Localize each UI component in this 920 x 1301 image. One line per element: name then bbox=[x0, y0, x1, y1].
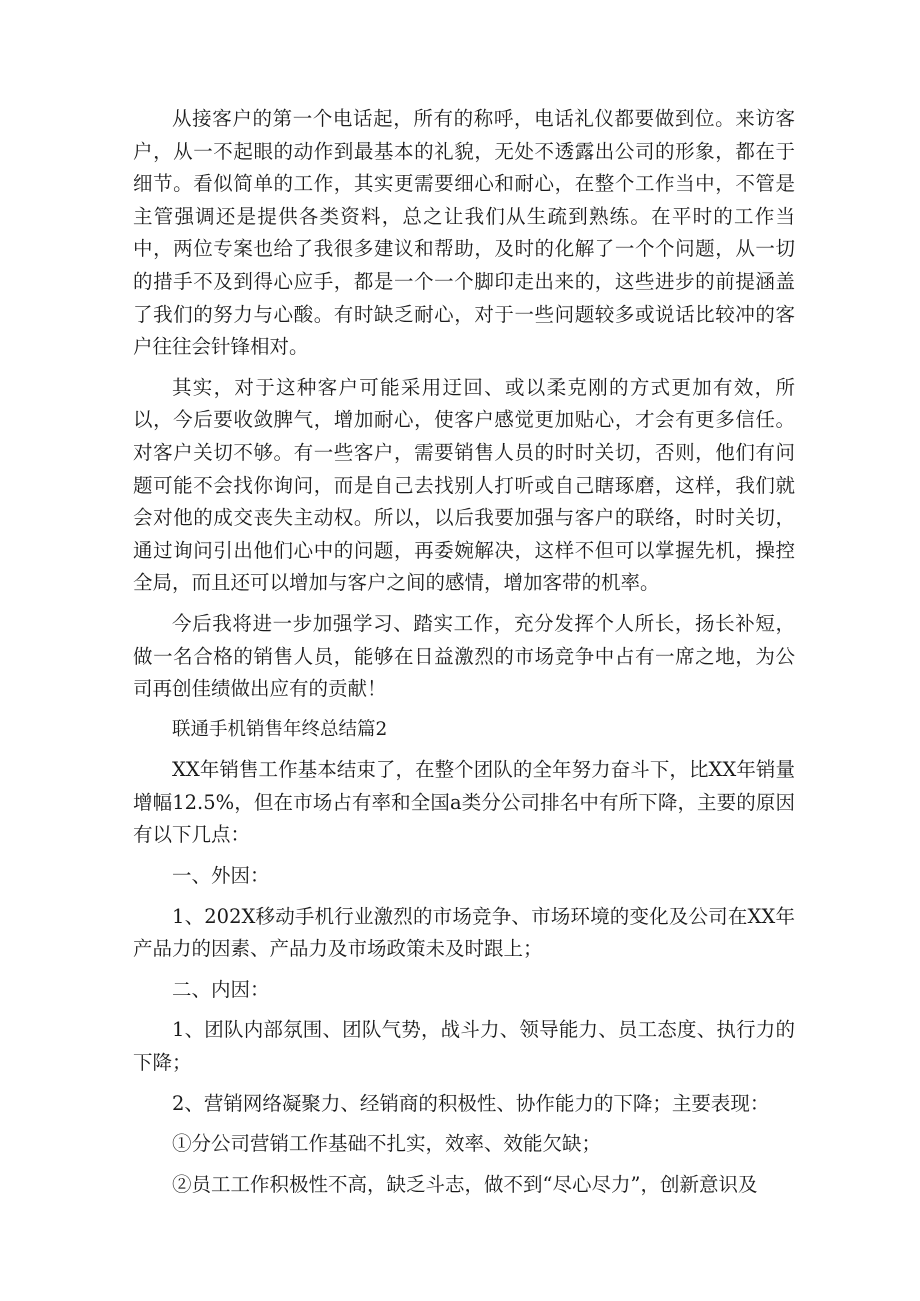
list-heading-external: 一、外因： bbox=[172, 864, 270, 888]
list-item-external-1: 1、202X移动手机行业激烈的市场竞争、市场环境的变化及公司在XX年产品力的因素、产品力及市场政策未及时跟上； bbox=[133, 904, 795, 961]
list-subitem-2: ②员工工作积极性不高，缺乏斗志，做不到“尽心尽力”，创新意识及 bbox=[172, 1172, 758, 1196]
paragraph-sales-summary: XX年销售工作基本结束了，在整个团队的全年努力奋斗下，比XX年销量增幅12.5%，但在市场占有率和全国a类分公司排名中有所下降，主要的原因有以下几点： bbox=[133, 758, 795, 847]
document-body bbox=[133, 103, 795, 1209]
list-subitem-1: ①分公司营销工作基础不扎实，效率、效能欠缺； bbox=[172, 1132, 602, 1156]
list-heading-internal: 二、内因： bbox=[172, 977, 270, 1001]
paragraph-customer-handling: 其实，对于这种客户可能采用迂回、或以柔克刚的方式更加有效，所以，今后要收敛脾气，增加耐心，使客户感觉更加贴心，才会有更多信任。对客户关切不够。有一些客户，需要销售人员的时时关切，否则，他们有问题可能不会找你询问，而是自己去找别人打听或自己瞎琢磨，这样，我们就会对他的成交丧失主动权。所以，以后我要加强与客户的联络，时时关切，通过询问引出他们心中的问题，再委婉解决，这样不但可以掌握先机，操控全局，而且还可以增加与客户之间的感情，增加客带的机率。 bbox=[133, 375, 795, 595]
paragraph-customer-etiquette: 从接客户的第一个电话起，所有的称呼，电话礼仪都要做到位。来访客户，从一不起眼的动作到最基本的礼貌，无处不透露出公司的形象，都在于细节。看似简单的工作，其实更需要细心和耐心，在整个工作当中，不管是主管强调还是提供各类资料，总之让我们从生疏到熟练。在平时的工作当中，两位专案也给了我很多建议和帮助，及时的化解了一个个问题，从一切的措手不及到得心应手，都是一个一个脚印走出来的，这些进步的前提涵盖了我们的努力与心酸。有时缺乏耐心，对于一些问题较多或说话比较冲的客户往往会针锋相对。 bbox=[133, 107, 795, 359]
paragraph-future-plan: 今后我将进一步加强学习、踏实工作，充分发挥个人所长，扬长补短，做一名合格的销售人员，能够在日益激烈的市场竞争中占有一席之地，为公司再创佳绩做出应有的贡献！ bbox=[133, 611, 795, 701]
list-item-internal-2: 2、营销网络凝聚力、经销商的积极性、协作能力的下降；主要表现： bbox=[172, 1091, 770, 1115]
list-item-internal-1: 1、团队内部氛围、团队气势，战斗力、领导能力、员工态度、执行力的下降； bbox=[133, 1018, 795, 1075]
section-heading: 联通手机销售年终总结篇2 bbox=[172, 718, 388, 740]
